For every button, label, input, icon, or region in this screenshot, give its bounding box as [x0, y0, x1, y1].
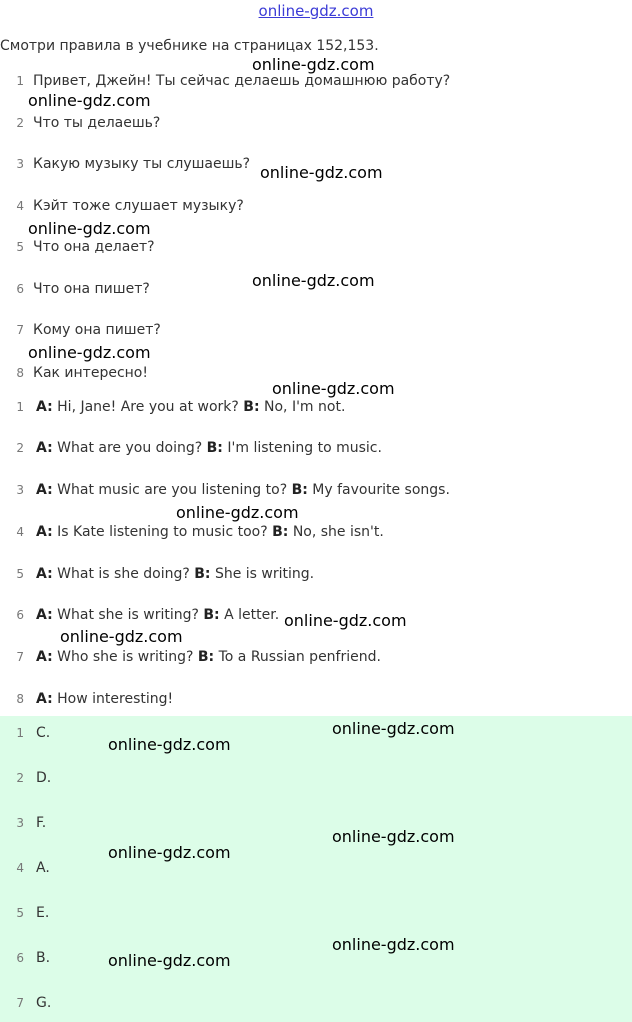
- speaker-a-label: A:: [36, 566, 53, 582]
- item-number: 4: [16, 525, 24, 539]
- item-text: Кому она пишет?: [33, 322, 161, 338]
- speaker-a-text: What music are you listening to?: [52, 482, 292, 498]
- answers-section: [0, 716, 632, 1022]
- english-item: [0, 647, 381, 667]
- item-text: Что она пишет?: [33, 281, 150, 297]
- item-number: 2: [16, 771, 24, 785]
- russian-item: [0, 154, 250, 174]
- answer-letter: F.: [36, 815, 47, 831]
- answer-letter: E.: [36, 905, 50, 921]
- item-number: 3: [16, 483, 24, 497]
- watermark: online-gdz.com: [108, 735, 231, 754]
- speaker-b-text: To a Russian penfriend.: [214, 649, 381, 665]
- speaker-b-text: I'm listening to music.: [222, 440, 382, 456]
- watermark: online-gdz.com: [28, 91, 151, 110]
- russian-item: [0, 71, 450, 91]
- item-number: 5: [16, 906, 24, 920]
- watermark: online-gdz.com: [176, 503, 299, 522]
- item-number: 4: [16, 199, 24, 213]
- item-number: 8: [16, 692, 24, 706]
- answer-item: [0, 858, 50, 878]
- intro-text: Смотри правила в учебнике на страницах 152,153.: [0, 38, 379, 54]
- item-text: [36, 607, 279, 623]
- speaker-b-label: B:: [203, 607, 220, 623]
- speaker-a-text: What is she doing?: [52, 566, 195, 582]
- speaker-b-label: B:: [194, 566, 211, 582]
- speaker-b-text: No, she isn't.: [288, 524, 384, 540]
- item-number: 5: [16, 240, 24, 254]
- speaker-a-text: What she is writing?: [52, 607, 204, 623]
- speaker-a-text: Hi, Jane! Are you at work?: [52, 399, 244, 415]
- speaker-a-text: How interesting!: [52, 691, 174, 707]
- item-number: 2: [16, 441, 24, 455]
- item-number: 8: [16, 366, 24, 380]
- watermark: online-gdz.com: [252, 55, 375, 74]
- item-number: 7: [16, 650, 24, 664]
- item-text: Какую музыку ты слушаешь?: [33, 156, 251, 172]
- english-item: [0, 480, 450, 500]
- english-item: [0, 564, 314, 584]
- item-number: 7: [16, 996, 24, 1010]
- item-number: 3: [16, 816, 24, 830]
- speaker-a-label: A:: [36, 440, 53, 456]
- answer-item: [0, 903, 49, 923]
- speaker-a-label: A:: [36, 607, 53, 623]
- watermark: online-gdz.com: [272, 379, 395, 398]
- item-text: Что она делает?: [33, 239, 155, 255]
- watermark: online-gdz.com: [332, 827, 455, 846]
- item-number: 6: [16, 282, 24, 296]
- answer-letter: C.: [36, 725, 51, 741]
- speaker-b-text: A letter.: [219, 607, 280, 623]
- item-number: 1: [16, 726, 24, 740]
- speaker-b-text: No, I'm not.: [259, 399, 346, 415]
- item-number: 3: [16, 157, 24, 171]
- answer-item: [0, 813, 46, 833]
- watermark: online-gdz.com: [108, 843, 231, 862]
- answer-item: [0, 993, 51, 1013]
- english-item: [0, 605, 279, 625]
- item-text: [36, 440, 382, 456]
- speaker-a-text: What are you doing?: [52, 440, 207, 456]
- item-text: Что ты делаешь?: [33, 115, 161, 131]
- speaker-b-text: My favourite songs.: [307, 482, 450, 498]
- russian-item: [0, 237, 155, 257]
- speaker-a-label: A:: [36, 649, 53, 665]
- watermark: online-gdz.com: [28, 219, 151, 238]
- item-text: [36, 399, 345, 415]
- item-number: 4: [16, 861, 24, 875]
- watermark: online-gdz.com: [332, 719, 455, 738]
- speaker-b-text: She is writing.: [210, 566, 315, 582]
- item-text: Как интересно!: [33, 365, 148, 381]
- speaker-b-label: B:: [206, 440, 223, 456]
- item-number: 1: [16, 74, 24, 88]
- answer-letter: A.: [36, 860, 50, 876]
- item-number: 7: [16, 323, 24, 337]
- item-text: [36, 691, 173, 707]
- russian-item: [0, 363, 148, 383]
- speaker-b-label: B:: [197, 649, 215, 665]
- english-item: [0, 689, 173, 709]
- answer-letter: D.: [36, 770, 52, 786]
- russian-item: [0, 320, 161, 340]
- speaker-a-text: Who she is writing?: [52, 649, 198, 665]
- speaker-a-label: A:: [36, 524, 53, 540]
- speaker-b-label: B:: [243, 399, 260, 415]
- watermark: online-gdz.com: [332, 935, 455, 954]
- russian-item: [0, 279, 150, 299]
- watermark: online-gdz.com: [252, 271, 375, 290]
- item-number: 2: [16, 116, 24, 130]
- answer-item: [0, 723, 50, 743]
- item-number: 5: [16, 567, 24, 581]
- russian-item: [0, 113, 160, 133]
- item-number: 6: [16, 608, 24, 622]
- item-text: [36, 649, 381, 665]
- russian-item: [0, 196, 244, 216]
- item-text: [36, 524, 384, 540]
- watermark: online-gdz.com: [108, 951, 231, 970]
- speaker-a-label: A:: [36, 691, 53, 707]
- answer-item: [0, 948, 50, 968]
- watermark: online-gdz.com: [60, 627, 183, 646]
- english-item: [0, 522, 384, 542]
- answer-letter: B.: [36, 950, 51, 966]
- item-text: Кэйт тоже слушает музыку?: [33, 198, 244, 214]
- speaker-b-label: B:: [272, 524, 289, 540]
- answer-item: [0, 768, 51, 788]
- english-item: [0, 438, 382, 458]
- item-text: [36, 482, 450, 498]
- speaker-b-label: B:: [291, 482, 308, 498]
- item-number: 6: [16, 951, 24, 965]
- watermark: online-gdz.com: [284, 611, 407, 630]
- answer-letter: G.: [36, 995, 52, 1011]
- header-site-link[interactable]: online-gdz.com: [258, 2, 374, 20]
- speaker-a-label: A:: [36, 482, 53, 498]
- watermark: online-gdz.com: [28, 343, 151, 362]
- english-item: [0, 397, 345, 417]
- item-text: Привет, Джейн! Ты сейчас делаешь домашнюю работу?: [33, 73, 451, 89]
- watermark: online-gdz.com: [260, 163, 383, 182]
- speaker-a-label: A:: [36, 399, 53, 415]
- item-text: [36, 566, 314, 582]
- item-number: 1: [16, 400, 24, 414]
- speaker-a-text: Is Kate listening to music too?: [52, 524, 273, 540]
